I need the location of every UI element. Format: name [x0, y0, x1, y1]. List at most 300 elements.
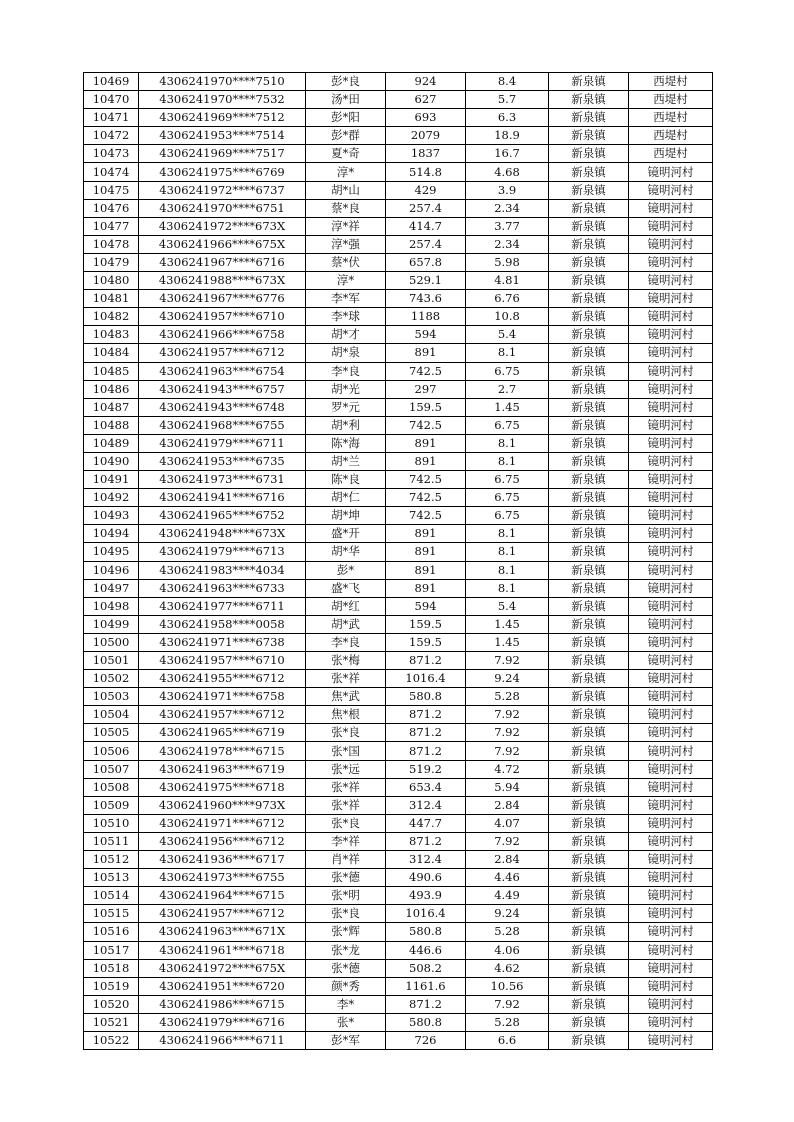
amount-cell: 657.8 [386, 253, 466, 271]
id-number-cell: 4306241953****6735 [139, 452, 306, 470]
table-row [84, 163, 713, 181]
town-cell: 新泉镇 [549, 851, 629, 869]
village-cell: 镜明河村 [629, 416, 713, 434]
table-row [84, 272, 713, 290]
town-cell: 新泉镇 [549, 959, 629, 977]
town-cell: 新泉镇 [549, 109, 629, 127]
town-cell: 新泉镇 [549, 471, 629, 489]
name-cell: 彭*群 [306, 127, 386, 145]
town-cell: 新泉镇 [549, 217, 629, 235]
town-cell: 新泉镇 [549, 670, 629, 688]
area-cell: 3.77 [466, 217, 549, 235]
village-cell: 镜明河村 [629, 923, 713, 941]
town-cell: 新泉镇 [549, 688, 629, 706]
name-cell: 张*良 [306, 814, 386, 832]
id-number-cell: 4306241963****6754 [139, 362, 306, 380]
name-cell: 李*祥 [306, 832, 386, 850]
town-cell: 新泉镇 [549, 579, 629, 597]
name-cell: 蔡*良 [306, 199, 386, 217]
amount-cell: 580.8 [386, 688, 466, 706]
town-cell: 新泉镇 [549, 597, 629, 615]
serial-number-cell: 10507 [84, 760, 139, 778]
id-number-cell: 4306241970****7510 [139, 73, 306, 91]
table-row [84, 832, 713, 850]
serial-number-cell: 10471 [84, 109, 139, 127]
amount-cell: 891 [386, 543, 466, 561]
village-cell: 镜明河村 [629, 633, 713, 651]
serial-number-cell: 10493 [84, 507, 139, 525]
table-row [84, 109, 713, 127]
serial-number-cell: 10501 [84, 652, 139, 670]
town-cell: 新泉镇 [549, 127, 629, 145]
table-row [84, 489, 713, 507]
name-cell: 张*梅 [306, 652, 386, 670]
village-cell: 镜明河村 [629, 181, 713, 199]
amount-cell: 519.2 [386, 760, 466, 778]
village-cell: 镜明河村 [629, 308, 713, 326]
village-cell: 镜明河村 [629, 326, 713, 344]
village-cell: 镜明河村 [629, 579, 713, 597]
name-cell: 彭*良 [306, 73, 386, 91]
name-cell: 淳*祥 [306, 217, 386, 235]
amount-cell: 871.2 [386, 652, 466, 670]
town-cell: 新泉镇 [549, 91, 629, 109]
town-cell: 新泉镇 [549, 326, 629, 344]
area-cell: 10.56 [466, 977, 549, 995]
village-cell: 镜明河村 [629, 615, 713, 633]
amount-cell: 529.1 [386, 272, 466, 290]
village-cell: 镜明河村 [629, 452, 713, 470]
name-cell: 汤*田 [306, 91, 386, 109]
village-cell: 西堤村 [629, 127, 713, 145]
village-cell: 镜明河村 [629, 869, 713, 887]
village-cell: 镜明河村 [629, 977, 713, 995]
village-cell: 镜明河村 [629, 760, 713, 778]
serial-number-cell: 10498 [84, 597, 139, 615]
table-row [84, 652, 713, 670]
amount-cell: 742.5 [386, 489, 466, 507]
village-cell: 镜明河村 [629, 814, 713, 832]
table-row [84, 814, 713, 832]
name-cell: 彭* [306, 561, 386, 579]
area-cell: 7.92 [466, 832, 549, 850]
serial-number-cell: 10512 [84, 851, 139, 869]
name-cell: 肖*祥 [306, 851, 386, 869]
village-cell: 镜明河村 [629, 597, 713, 615]
area-cell: 7.92 [466, 652, 549, 670]
area-cell: 8.4 [466, 73, 549, 91]
id-number-cell: 4306241943****6748 [139, 398, 306, 416]
village-cell: 镜明河村 [629, 217, 713, 235]
area-cell: 5.28 [466, 923, 549, 941]
serial-number-cell: 10494 [84, 525, 139, 543]
area-cell: 5.28 [466, 688, 549, 706]
serial-number-cell: 10474 [84, 163, 139, 181]
id-number-cell: 4306241958****0058 [139, 615, 306, 633]
amount-cell: 924 [386, 73, 466, 91]
serial-number-cell: 10479 [84, 253, 139, 271]
name-cell: 李*军 [306, 290, 386, 308]
town-cell: 新泉镇 [549, 615, 629, 633]
id-number-cell: 4306241973****6731 [139, 471, 306, 489]
table-row [84, 887, 713, 905]
table-row [84, 905, 713, 923]
id-number-cell: 4306241969****7517 [139, 145, 306, 163]
village-cell: 镜明河村 [629, 253, 713, 271]
name-cell: 陈*海 [306, 434, 386, 452]
amount-cell: 627 [386, 91, 466, 109]
table-row [84, 362, 713, 380]
serial-number-cell: 10491 [84, 471, 139, 489]
table-row [84, 326, 713, 344]
area-cell: 10.8 [466, 308, 549, 326]
name-cell: 胡*坤 [306, 507, 386, 525]
name-cell: 张*良 [306, 905, 386, 923]
id-number-cell: 4306241951****6720 [139, 977, 306, 995]
id-number-cell: 4306241943****6757 [139, 380, 306, 398]
amount-cell: 1161.6 [386, 977, 466, 995]
amount-cell: 742.5 [386, 416, 466, 434]
amount-cell: 2079 [386, 127, 466, 145]
area-cell: 16.7 [466, 145, 549, 163]
area-cell: 7.92 [466, 706, 549, 724]
name-cell: 焦*根 [306, 706, 386, 724]
village-cell: 镜明河村 [629, 235, 713, 253]
town-cell: 新泉镇 [549, 742, 629, 760]
records-table-body [84, 73, 713, 1050]
village-cell: 镜明河村 [629, 959, 713, 977]
amount-cell: 653.4 [386, 778, 466, 796]
serial-number-cell: 10518 [84, 959, 139, 977]
table-row [84, 1013, 713, 1031]
amount-cell: 490.6 [386, 869, 466, 887]
amount-cell: 871.2 [386, 742, 466, 760]
id-number-cell: 4306241983****4034 [139, 561, 306, 579]
id-number-cell: 4306241966****6758 [139, 326, 306, 344]
amount-cell: 742.5 [386, 507, 466, 525]
amount-cell: 871.2 [386, 724, 466, 742]
area-cell: 6.76 [466, 290, 549, 308]
area-cell: 8.1 [466, 434, 549, 452]
village-cell: 镜明河村 [629, 471, 713, 489]
village-cell: 西堤村 [629, 73, 713, 91]
serial-number-cell: 10475 [84, 181, 139, 199]
amount-cell: 580.8 [386, 1013, 466, 1031]
name-cell: 蔡*伏 [306, 253, 386, 271]
serial-number-cell: 10470 [84, 91, 139, 109]
town-cell: 新泉镇 [549, 543, 629, 561]
serial-number-cell: 10508 [84, 778, 139, 796]
amount-cell: 891 [386, 344, 466, 362]
town-cell: 新泉镇 [549, 253, 629, 271]
table-row [84, 869, 713, 887]
name-cell: 张*辉 [306, 923, 386, 941]
name-cell: 胡*红 [306, 597, 386, 615]
id-number-cell: 4306241965****6719 [139, 724, 306, 742]
village-cell: 西堤村 [629, 109, 713, 127]
name-cell: 张*德 [306, 869, 386, 887]
area-cell: 2.84 [466, 796, 549, 814]
village-cell: 镜明河村 [629, 344, 713, 362]
id-number-cell: 4306241941****6716 [139, 489, 306, 507]
town-cell: 新泉镇 [549, 73, 629, 91]
town-cell: 新泉镇 [549, 869, 629, 887]
name-cell: 胡*泉 [306, 344, 386, 362]
amount-cell: 871.2 [386, 706, 466, 724]
table-row [84, 1031, 713, 1049]
table-row [84, 308, 713, 326]
table-row [84, 760, 713, 778]
area-cell: 6.6 [466, 1031, 549, 1049]
town-cell: 新泉镇 [549, 887, 629, 905]
area-cell: 5.4 [466, 597, 549, 615]
amount-cell: 447.7 [386, 814, 466, 832]
id-number-cell: 4306241979****6713 [139, 543, 306, 561]
id-number-cell: 4306241972****6737 [139, 181, 306, 199]
area-cell: 4.06 [466, 941, 549, 959]
village-cell: 镜明河村 [629, 543, 713, 561]
village-cell: 镜明河村 [629, 688, 713, 706]
town-cell: 新泉镇 [549, 633, 629, 651]
village-cell: 镜明河村 [629, 778, 713, 796]
id-number-cell: 4306241956****6712 [139, 832, 306, 850]
area-cell: 1.45 [466, 615, 549, 633]
table-row [84, 344, 713, 362]
serial-number-cell: 10492 [84, 489, 139, 507]
table-row [84, 959, 713, 977]
area-cell: 6.75 [466, 507, 549, 525]
name-cell: 淳*强 [306, 235, 386, 253]
name-cell: 彭*阳 [306, 109, 386, 127]
area-cell: 1.45 [466, 633, 549, 651]
table-row [84, 670, 713, 688]
name-cell: 胡*武 [306, 615, 386, 633]
id-number-cell: 4306241973****6755 [139, 869, 306, 887]
amount-cell: 514.8 [386, 163, 466, 181]
town-cell: 新泉镇 [549, 561, 629, 579]
id-number-cell: 4306241957****6710 [139, 308, 306, 326]
village-cell: 镜明河村 [629, 941, 713, 959]
area-cell: 5.94 [466, 778, 549, 796]
area-cell: 2.84 [466, 851, 549, 869]
id-number-cell: 4306241957****6710 [139, 652, 306, 670]
amount-cell: 1016.4 [386, 670, 466, 688]
village-cell: 西堤村 [629, 91, 713, 109]
name-cell: 焦*武 [306, 688, 386, 706]
town-cell: 新泉镇 [549, 308, 629, 326]
village-cell: 镜明河村 [629, 742, 713, 760]
serial-number-cell: 10497 [84, 579, 139, 597]
serial-number-cell: 10487 [84, 398, 139, 416]
name-cell: 张*祥 [306, 778, 386, 796]
town-cell: 新泉镇 [549, 181, 629, 199]
records-table [83, 72, 713, 1050]
id-number-cell: 4306241971****6758 [139, 688, 306, 706]
village-cell: 镜明河村 [629, 398, 713, 416]
name-cell: 夏*奇 [306, 145, 386, 163]
amount-cell: 429 [386, 181, 466, 199]
amount-cell: 297 [386, 380, 466, 398]
amount-cell: 493.9 [386, 887, 466, 905]
table-row [84, 525, 713, 543]
table-row [84, 199, 713, 217]
table-row [84, 688, 713, 706]
name-cell: 张*良 [306, 724, 386, 742]
town-cell: 新泉镇 [549, 344, 629, 362]
area-cell: 1.45 [466, 398, 549, 416]
serial-number-cell: 10485 [84, 362, 139, 380]
amount-cell: 1837 [386, 145, 466, 163]
id-number-cell: 4306241967****6716 [139, 253, 306, 271]
town-cell: 新泉镇 [549, 760, 629, 778]
name-cell: 张*明 [306, 887, 386, 905]
serial-number-cell: 10517 [84, 941, 139, 959]
id-number-cell: 4306241972****675X [139, 959, 306, 977]
town-cell: 新泉镇 [549, 145, 629, 163]
village-cell: 镜明河村 [629, 796, 713, 814]
name-cell: 张* [306, 1013, 386, 1031]
name-cell: 淳* [306, 272, 386, 290]
town-cell: 新泉镇 [549, 995, 629, 1013]
area-cell: 8.1 [466, 543, 549, 561]
area-cell: 7.92 [466, 724, 549, 742]
id-number-cell: 4306241955****6712 [139, 670, 306, 688]
serial-number-cell: 10500 [84, 633, 139, 651]
id-number-cell: 4306241968****6755 [139, 416, 306, 434]
village-cell: 镜明河村 [629, 851, 713, 869]
table-row [84, 434, 713, 452]
town-cell: 新泉镇 [549, 199, 629, 217]
name-cell: 盛*飞 [306, 579, 386, 597]
name-cell: 淳* [306, 163, 386, 181]
town-cell: 新泉镇 [549, 923, 629, 941]
serial-number-cell: 10502 [84, 670, 139, 688]
amount-cell: 742.5 [386, 362, 466, 380]
id-number-cell: 4306241975****6769 [139, 163, 306, 181]
name-cell: 彭*军 [306, 1031, 386, 1049]
amount-cell: 743.6 [386, 290, 466, 308]
name-cell: 李* [306, 995, 386, 1013]
serial-number-cell: 10476 [84, 199, 139, 217]
table-row [84, 851, 713, 869]
village-cell: 镜明河村 [629, 507, 713, 525]
amount-cell: 871.2 [386, 832, 466, 850]
name-cell: 胡*才 [306, 326, 386, 344]
serial-number-cell: 10478 [84, 235, 139, 253]
table-row [84, 796, 713, 814]
id-number-cell: 4306241978****6715 [139, 742, 306, 760]
table-row [84, 181, 713, 199]
table-row [84, 235, 713, 253]
name-cell: 盛*开 [306, 525, 386, 543]
village-cell: 镜明河村 [629, 1031, 713, 1049]
id-number-cell: 4306241986****6715 [139, 995, 306, 1013]
area-cell: 4.46 [466, 869, 549, 887]
town-cell: 新泉镇 [549, 416, 629, 434]
name-cell: 张*远 [306, 760, 386, 778]
amount-cell: 594 [386, 597, 466, 615]
serial-number-cell: 10488 [84, 416, 139, 434]
area-cell: 8.1 [466, 452, 549, 470]
serial-number-cell: 10490 [84, 452, 139, 470]
area-cell: 5.7 [466, 91, 549, 109]
table-row [84, 452, 713, 470]
name-cell: 罗*元 [306, 398, 386, 416]
area-cell: 8.1 [466, 344, 549, 362]
town-cell: 新泉镇 [549, 724, 629, 742]
amount-cell: 726 [386, 1031, 466, 1049]
name-cell: 张*龙 [306, 941, 386, 959]
amount-cell: 891 [386, 579, 466, 597]
area-cell: 6.3 [466, 109, 549, 127]
area-cell: 18.9 [466, 127, 549, 145]
amount-cell: 508.2 [386, 959, 466, 977]
name-cell: 张*德 [306, 959, 386, 977]
amount-cell: 159.5 [386, 633, 466, 651]
table-row [84, 923, 713, 941]
name-cell: 胡*仁 [306, 489, 386, 507]
area-cell: 4.49 [466, 887, 549, 905]
table-row [84, 561, 713, 579]
id-number-cell: 4306241953****7514 [139, 127, 306, 145]
amount-cell: 891 [386, 525, 466, 543]
town-cell: 新泉镇 [549, 977, 629, 995]
serial-number-cell: 10482 [84, 308, 139, 326]
serial-number-cell: 10473 [84, 145, 139, 163]
id-number-cell: 4306241957****6712 [139, 905, 306, 923]
village-cell: 镜明河村 [629, 380, 713, 398]
id-number-cell: 4306241967****6776 [139, 290, 306, 308]
id-number-cell: 4306241970****6751 [139, 199, 306, 217]
table-row [84, 380, 713, 398]
town-cell: 新泉镇 [549, 434, 629, 452]
area-cell: 5.4 [466, 326, 549, 344]
id-number-cell: 4306241977****6711 [139, 597, 306, 615]
area-cell: 7.92 [466, 742, 549, 760]
village-cell: 镜明河村 [629, 670, 713, 688]
area-cell: 8.1 [466, 561, 549, 579]
amount-cell: 257.4 [386, 199, 466, 217]
town-cell: 新泉镇 [549, 235, 629, 253]
town-cell: 新泉镇 [549, 1031, 629, 1049]
town-cell: 新泉镇 [549, 778, 629, 796]
table-row [84, 941, 713, 959]
name-cell: 李*良 [306, 633, 386, 651]
village-cell: 镜明河村 [629, 290, 713, 308]
id-number-cell: 4306241963****671X [139, 923, 306, 941]
table-row [84, 73, 713, 91]
table-row [84, 416, 713, 434]
table-row [84, 597, 713, 615]
serial-number-cell: 10520 [84, 995, 139, 1013]
name-cell: 李*良 [306, 362, 386, 380]
id-number-cell: 4306241979****6716 [139, 1013, 306, 1031]
serial-number-cell: 10509 [84, 796, 139, 814]
amount-cell: 312.4 [386, 851, 466, 869]
amount-cell: 312.4 [386, 796, 466, 814]
serial-number-cell: 10489 [84, 434, 139, 452]
id-number-cell: 4306241969****7512 [139, 109, 306, 127]
area-cell: 2.7 [466, 380, 549, 398]
table-row [84, 706, 713, 724]
table-row [84, 995, 713, 1013]
area-cell: 6.75 [466, 471, 549, 489]
name-cell: 胡*兰 [306, 452, 386, 470]
village-cell: 镜明河村 [629, 525, 713, 543]
town-cell: 新泉镇 [549, 814, 629, 832]
name-cell: 张*祥 [306, 670, 386, 688]
town-cell: 新泉镇 [549, 507, 629, 525]
